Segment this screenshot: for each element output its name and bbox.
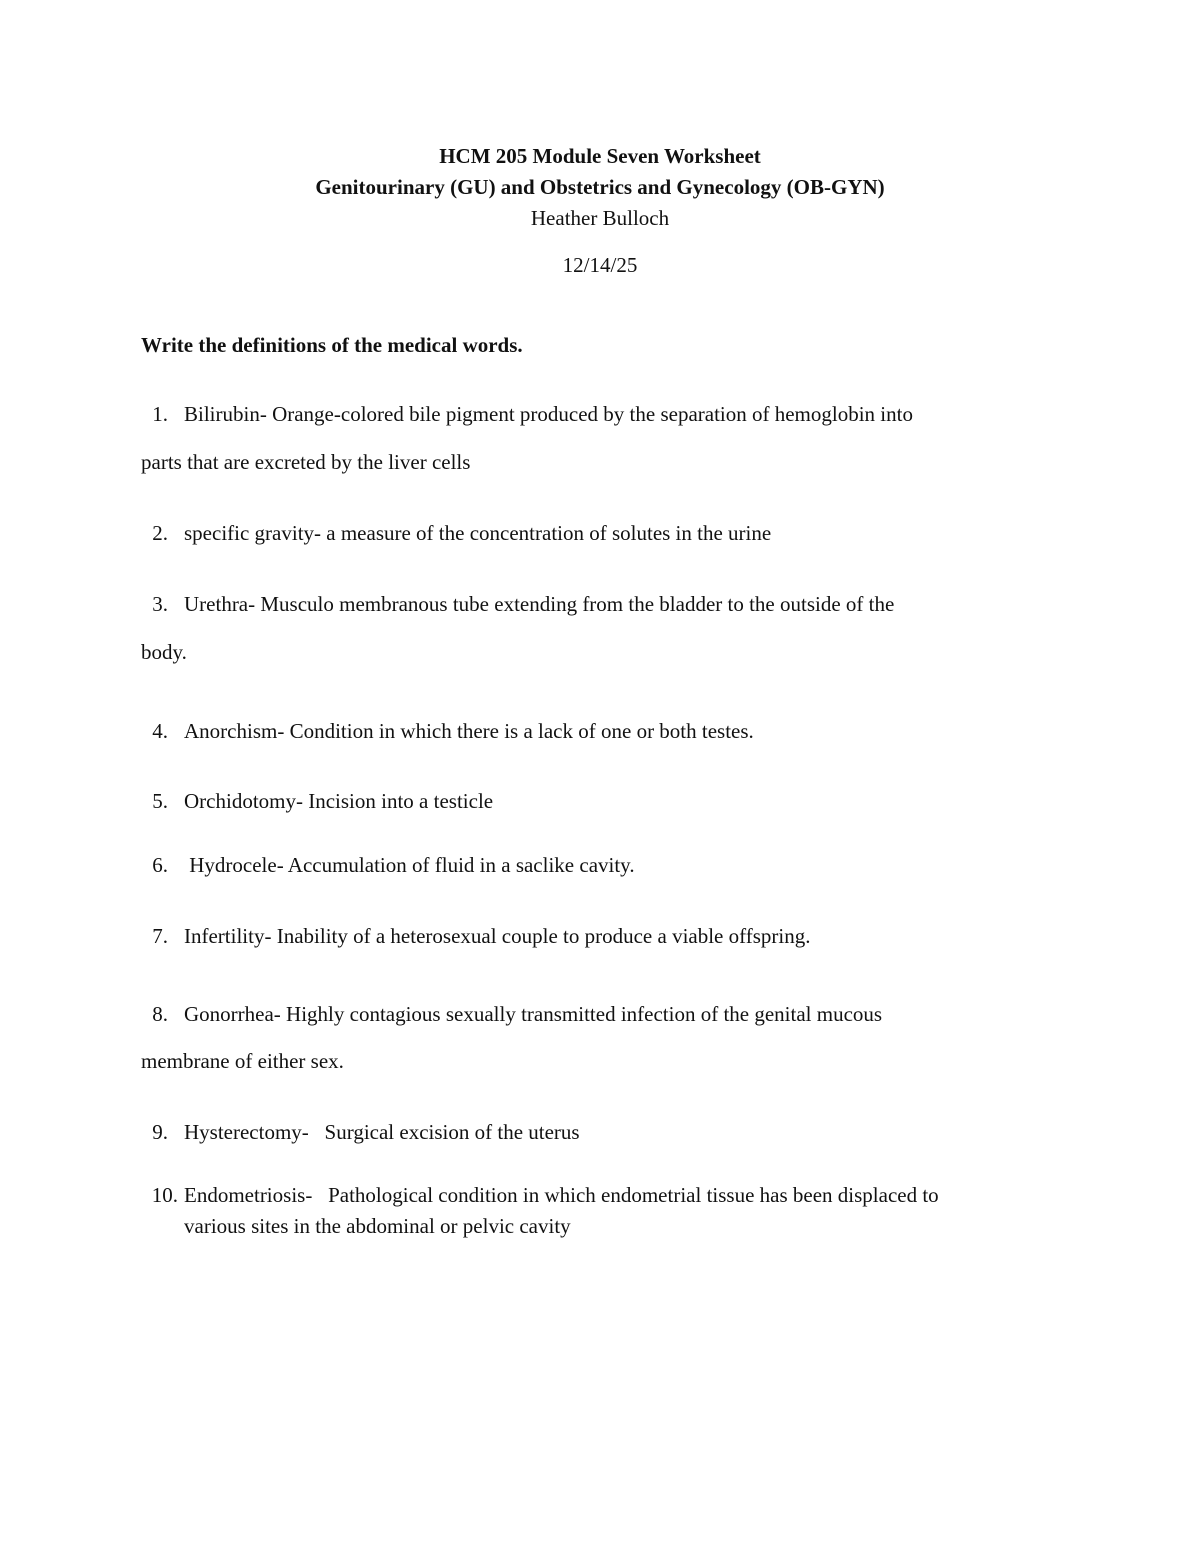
item-definition-continued: parts that are excreted by the liver cells [141,450,471,474]
item-definition: Bilirubin- Orange-colored bile pigment produced by the separation of hemoglobin into [184,402,913,426]
item-definition: Hydrocele- Accumulation of fluid in a saclike cavity. [184,853,635,877]
item-definition: Urethra- Musculo membranous tube extending from the bladder to the outside of the [184,592,895,616]
document-subtitle: Genitourinary (GU) and Obstetrics and Gynecology (OB-GYN) [315,175,885,199]
item-number: 8. [152,1002,168,1026]
document-title: HCM 205 Module Seven Worksheet [439,144,761,168]
document-date: 12/14/25 [562,253,638,277]
item-definition: Gonorrhea- Highly contagious sexually transmitted infection of the genital mucous [184,1002,883,1026]
item-definition: Endometriosis- Pathological condition in which endometrial tissue has been displaced to [184,1183,939,1207]
author-name: Heather Bulloch [530,206,670,230]
item-number: 9. [152,1120,168,1144]
item-number: 4. [152,719,168,743]
item-definition: Hysterectomy- Surgical excision of the uterus [184,1120,580,1144]
instructions: Write the definitions of the medical words. [141,333,523,357]
item-definition: Infertility- Inability of a heterosexual couple to produce a viable offspring. [184,924,811,948]
item-number: 7. [152,924,168,948]
item-number: 3. [152,592,168,616]
item-number: 5. [152,789,168,813]
item-number: 1. [152,402,168,426]
item-definition-continued: body. [141,640,187,664]
item-number: 6. [152,853,168,877]
item-definition-continued: membrane of either sex. [141,1049,344,1073]
item-number: 2. [152,521,168,545]
item-definition: Orchidotomy- Incision into a testicle [184,789,494,813]
item-number: 10. [151,1183,178,1207]
item-definition-continued: various sites in the abdominal or pelvic cavity [184,1214,571,1238]
item-definition: specific gravity- a measure of the concentration of solutes in the urine [184,521,772,545]
item-definition: Anorchism- Condition in which there is a lack of one or both testes. [184,719,754,743]
